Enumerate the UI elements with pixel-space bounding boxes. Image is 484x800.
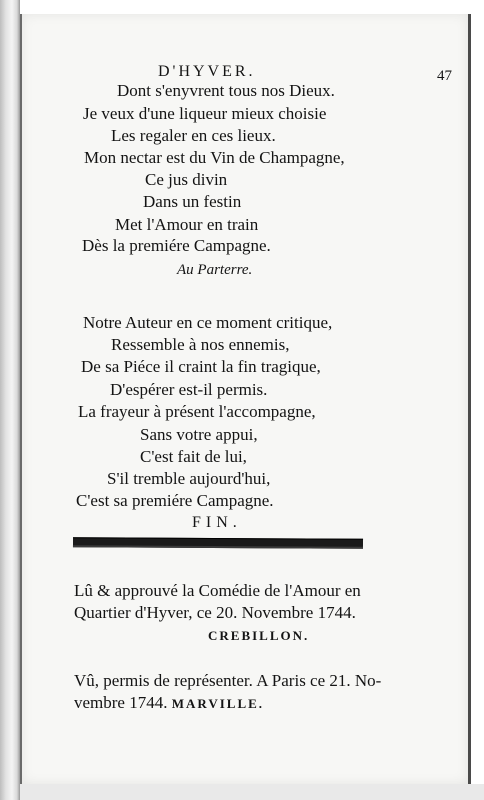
running-head: D'HYVER. [158,63,256,80]
verse-line: D'espérer est-il permis. [110,380,268,399]
book-gutter-edge [0,0,20,800]
permission-line-2 [74,692,264,714]
approval-line: Quartier d'Hyver, ce 20. Novembre 1744. [74,603,356,622]
verse-line: Sans votre appui, [140,425,258,444]
verse-line: Notre Auteur en ce moment critique, [83,313,333,332]
page-number: 47 [437,68,452,84]
verse-line: Dont s'enyvrent tous nos Dieux. [117,81,335,100]
verse-line: Dès la premiére Campagne. [82,236,271,255]
verse-line: Dans un festin [143,192,242,211]
verse-line: Je veux d'une liqueur mieux choisie [83,104,327,123]
ornamental-rule [73,537,363,549]
verse-line: Ce jus divin [145,170,228,189]
verse-line: Met l'Amour en train [115,215,259,234]
verse-line: S'il tremble aujourd'hui, [107,469,271,488]
verse-line: C'est sa premiére Campagne. [76,491,274,510]
section-heading: Au Parterre. [177,262,253,278]
verse-line: De sa Piéce il craint la fin tragique, [81,357,321,376]
verse-line: Les regaler en ces lieux. [111,126,276,145]
verse-line: Ressemble à nos ennemis, [111,335,290,354]
permission-signature: MARVILLE. [171,696,265,711]
verse-line: Mon nectar est du Vin de Champagne, [84,148,345,167]
verse-line: La frayeur à présent l'accompagne, [78,402,316,421]
page-bottom-margin [20,784,484,800]
approval-signature: CREBILLON. [208,628,310,643]
end-mark: FIN. [192,514,242,531]
approval-line: Lû & approuvé la Comédie de l'Amour en [74,581,361,600]
permission-date: vembre 1744. [74,693,168,712]
permission-line: Vû, permis de représenter. A Paris ce 21. No- [74,671,382,690]
verse-line: C'est fait de lui, [140,447,247,466]
